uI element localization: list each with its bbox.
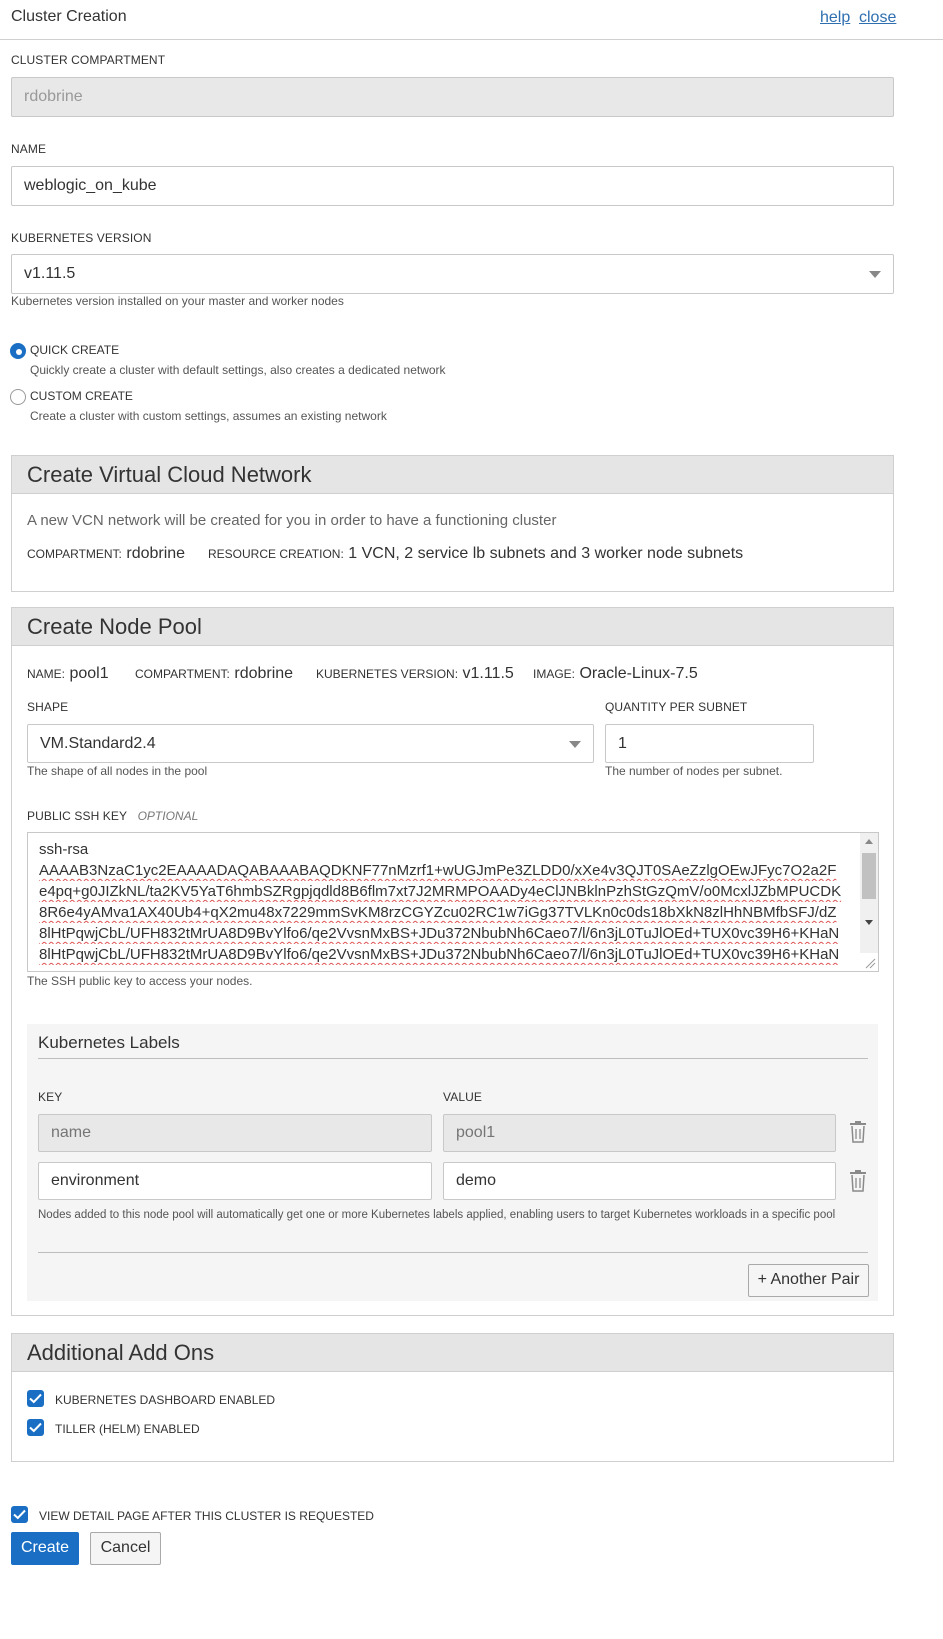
ssh-key-line: 8lHtPqwjCbL/UFH832tMrUA8D9BvYlfo6/qe2VvsnMxBS+JDu372NbubNh6Caeo7/l/6n3jL0TuJlOEd+TUX0vc39H6+KHaN	[39, 946, 840, 963]
node-pool-panel	[11, 607, 894, 1316]
ssh-key-label: PUBLIC SSH KEY	[27, 809, 128, 823]
dashboard-checkbox[interactable]	[27, 1390, 44, 1407]
label-value-input[interactable]	[443, 1162, 836, 1200]
tiller-checkbox[interactable]	[27, 1419, 44, 1436]
vcn-compartment-value: rdobrine	[126, 545, 186, 562]
checkmark-icon	[29, 1393, 42, 1404]
close-link[interactable]: close	[859, 9, 897, 26]
ssh-key-line: ssh-rsa	[39, 841, 89, 858]
node-pool-panel-title: Create Node Pool	[27, 614, 202, 639]
checkmark-icon	[13, 1509, 26, 1520]
vcn-compartment-key: COMPARTMENT:	[27, 547, 122, 561]
cancel-button[interactable]: Cancel	[90, 1532, 161, 1565]
dialog-header	[0, 0, 943, 40]
ssh-key-line: AAAAB3NzaC1yc2EAAAADAQABAAABAQDKNF77nMzrf1+wUGJmPe3ZLDD0/xXe4v3QJT0SAeZzlgOEwJFyc7O2a2F	[39, 862, 837, 879]
cluster-name-input[interactable]	[11, 166, 894, 206]
quantity-label: QUANTITY PER SUBNET	[605, 700, 748, 714]
key-header: KEY	[38, 1090, 63, 1104]
add-label-pair-button[interactable]: + Another Pair	[748, 1264, 869, 1297]
pool-name-value: pool1	[69, 665, 109, 682]
vcn-resource-key: RESOURCE CREATION:	[208, 547, 344, 561]
k8s-version-select[interactable]	[11, 254, 894, 294]
custom-create-label[interactable]: CUSTOM CREATE	[30, 389, 133, 403]
checkmark-icon	[29, 1422, 42, 1433]
addons-panel-title: Additional Add Ons	[27, 1340, 215, 1365]
label-key-input[interactable]	[38, 1162, 432, 1200]
quick-create-radio[interactable]	[10, 343, 26, 359]
vcn-panel	[11, 455, 894, 592]
k8s-labels-box	[27, 1024, 878, 1301]
quantity-help: The number of nodes per subnet.	[605, 764, 783, 778]
ssh-optional-tag: OPTIONAL	[137, 809, 199, 823]
ssh-key-line: e4pq+g0JIZkNL/ta2KV5YaT6hmbSZRgpjqdld8B6flm7xt7J2MRMPOAADy4eClJNBklnPzhStGzQmV/o0McxlJZbMPUCDK	[39, 883, 842, 900]
vcn-panel-title: Create Virtual Cloud Network	[27, 462, 312, 487]
ssh-key-line: 8lHtPqwjCbL/UFH832tMrUA8D9BvYlfo6/qe2VvsnMxBS+JDu372NbubNh6Caeo7/l/6n3jL0TuJlOEd+TUX0vc39H6+KHaN	[39, 925, 840, 942]
help-link[interactable]: help	[820, 9, 851, 26]
view-detail-label[interactable]: VIEW DETAIL PAGE AFTER THIS CLUSTER IS REQUESTED	[39, 1509, 374, 1523]
trash-icon[interactable]	[848, 1120, 868, 1144]
addons-panel	[11, 1333, 894, 1462]
node-pool-panel-header	[12, 608, 893, 646]
chevron-down-icon	[869, 271, 881, 278]
trash-icon[interactable]	[848, 1169, 868, 1193]
compartment-label: CLUSTER COMPARTMENT	[11, 53, 166, 67]
pool-image-key: IMAGE:	[533, 667, 576, 681]
labels-help: Nodes added to this node pool will automatically get one or more Kubernetes labels applied, enabling users to target Kubernetes workloads in a specific pool	[38, 1209, 836, 1221]
k8s-version-help: Kubernetes version installed on your master and worker nodes	[11, 294, 344, 308]
pool-name-key: NAME:	[27, 667, 66, 681]
scroll-down-icon[interactable]	[865, 920, 873, 925]
value-header: VALUE	[443, 1090, 482, 1104]
divider	[38, 1058, 868, 1059]
ssh-key-help: The SSH public key to access your nodes.	[27, 974, 253, 988]
create-button[interactable]: Create	[11, 1532, 79, 1565]
label-key-input	[38, 1114, 432, 1152]
vcn-resource-value: 1 VCN, 2 service lb subnets and 3 worker node subnets	[348, 545, 744, 562]
shape-label: SHAPE	[27, 700, 69, 714]
scroll-up-icon[interactable]	[865, 839, 873, 844]
vcn-description: A new VCN network will be created for you in order to have a functioning cluster	[27, 512, 557, 529]
k8s-version-value: v1.11.5	[24, 265, 76, 282]
quick-create-desc: Quickly create a cluster with default settings, also creates a dedicated network	[30, 363, 446, 377]
ssh-scrollbar[interactable]	[860, 833, 878, 953]
divider	[38, 1252, 868, 1253]
addons-panel-header	[12, 1334, 893, 1372]
scroll-thumb[interactable]	[862, 853, 876, 899]
view-detail-checkbox[interactable]	[11, 1506, 28, 1523]
pool-image-value: Oracle-Linux-7.5	[579, 665, 698, 682]
chevron-down-icon	[569, 741, 581, 748]
shape-select[interactable]	[27, 724, 594, 763]
custom-create-radio[interactable]	[10, 389, 26, 405]
custom-create-desc: Create a cluster with custom settings, assumes an existing network	[30, 409, 387, 423]
tiller-label[interactable]: TILLER (HELM) ENABLED	[55, 1422, 200, 1436]
dashboard-label[interactable]: KUBERNETES DASHBOARD ENABLED	[55, 1393, 276, 1407]
ssh-key-textarea[interactable]	[27, 832, 879, 972]
shape-help: The shape of all nodes in the pool	[27, 764, 208, 778]
shape-value: VM.Standard2.4	[40, 735, 156, 752]
ssh-key-line: 8R6e4yAMva1AX40Ub4+qX2mu48x7229mmSvKM8rzCGYZcu02RC1w7iGg37TVLKn0c0ds18bXkN8zlHhNBMfbSFJ/dZ	[39, 904, 837, 921]
name-label: NAME	[11, 142, 47, 156]
compartment-field	[11, 77, 894, 117]
pool-version-key: KUBERNETES VERSION:	[316, 667, 459, 681]
label-value-input	[443, 1114, 836, 1152]
resize-handle-icon[interactable]	[864, 957, 876, 969]
pool-compartment-value: rdobrine	[234, 665, 294, 682]
quick-create-label[interactable]: QUICK CREATE	[30, 343, 120, 357]
dialog-title: Cluster Creation	[11, 8, 127, 25]
k8s-labels-title: Kubernetes Labels	[38, 1033, 180, 1052]
quantity-input[interactable]	[605, 724, 814, 763]
pool-compartment-key: COMPARTMENT:	[135, 667, 230, 681]
vcn-panel-header	[12, 456, 893, 494]
k8s-version-label: KUBERNETES VERSION	[11, 231, 152, 245]
pool-version-value: v1.11.5	[462, 665, 514, 682]
